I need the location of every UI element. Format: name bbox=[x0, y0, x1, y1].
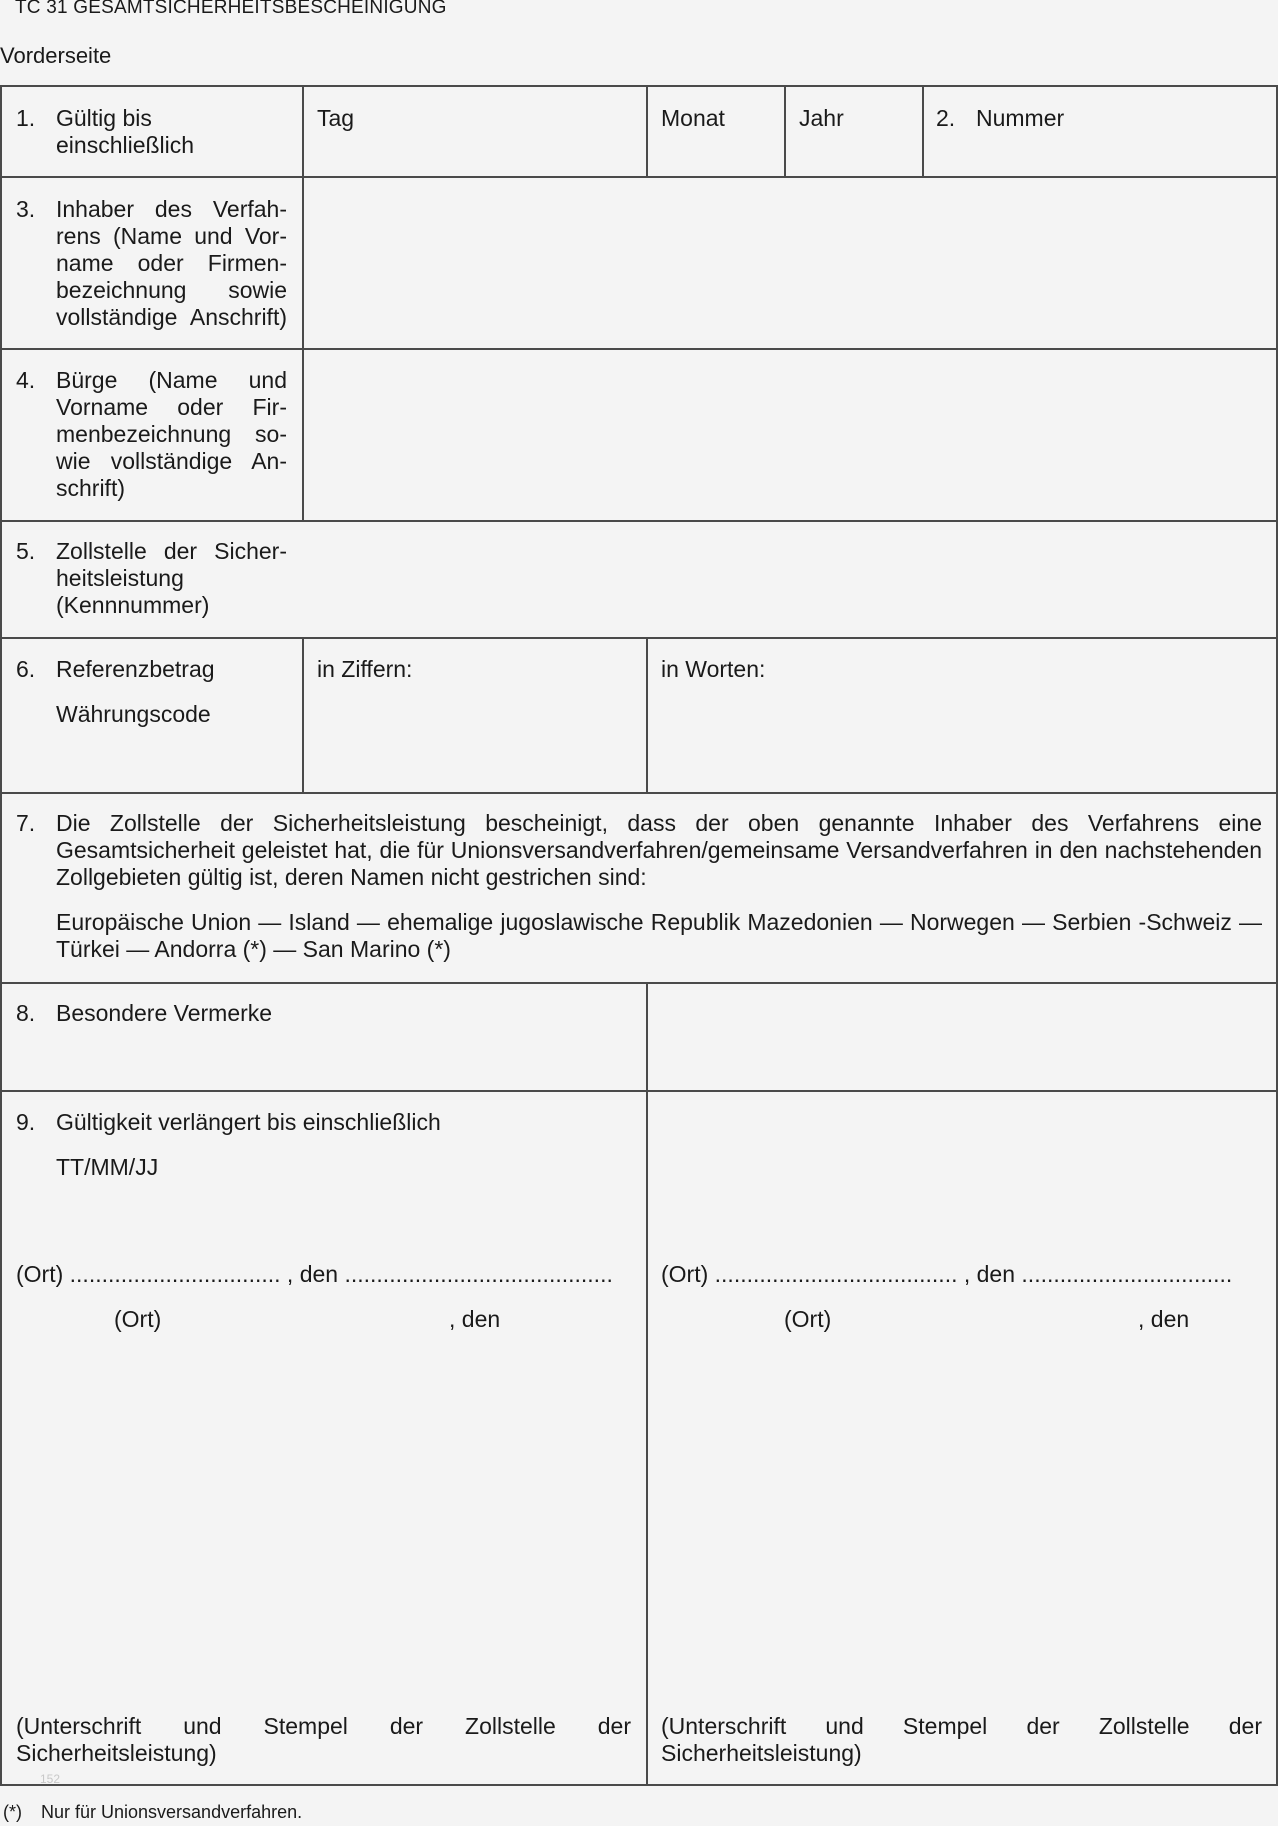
footnote bbox=[3, 1802, 302, 1823]
right-signature-caption: (Unterschrift und Stempel der Zollstelle der Sicherheitsleistung) bbox=[661, 1713, 1262, 1766]
field-6-number: 6. bbox=[16, 656, 36, 682]
extended-validity-label: Gültigkeit verlängert bis einschließlich bbox=[56, 1109, 441, 1135]
special-remarks-label: Besondere Vermerke bbox=[56, 1000, 273, 1026]
right-signature-area[interactable] bbox=[648, 1340, 1274, 1710]
left-signature-caption: (Unterschrift und Stempel der Zollstelle der Sicherheitsleistung) bbox=[16, 1713, 631, 1766]
field-8-number: 8. bbox=[16, 1000, 36, 1026]
left-date-label: , den bbox=[449, 1306, 501, 1332]
field-3-number: 3. bbox=[16, 196, 36, 222]
page-side-label: Vorderseite bbox=[0, 43, 112, 68]
valid-until-label: Gültig bis einschließlich bbox=[56, 105, 195, 158]
holder-input-area[interactable] bbox=[304, 178, 1274, 346]
office-input-area[interactable] bbox=[304, 522, 1274, 635]
office-of-guarantee-label: Zollstelle der Sicher- heitsleistung (Kennnummer) bbox=[56, 538, 287, 618]
right-place-date-line: (Ort) ...................................... , den ................................. bbox=[661, 1261, 1233, 1287]
footnote-text: Nur für Unionsversandverfahren. bbox=[41, 1802, 303, 1822]
certificate-number-field[interactable]: Nummer bbox=[976, 105, 1065, 131]
field-7-number: 7. bbox=[16, 810, 36, 836]
territories-text: Europäische Union — Island — ehemalige jugoslawische Republik Mazedonien — Norwegen — Serbien -Schweiz — Türkei — Andorra (*) — San Marino (*) bbox=[56, 909, 1262, 962]
field-5-number: 5. bbox=[16, 538, 36, 564]
left-signature-area[interactable] bbox=[2, 1340, 644, 1710]
year-field[interactable]: Jahr bbox=[799, 105, 844, 131]
right-place-label: (Ort) bbox=[784, 1306, 832, 1332]
amount-in-words-field[interactable]: in Worten: bbox=[661, 656, 766, 682]
special-remarks-input-area[interactable] bbox=[648, 984, 1274, 1088]
footnote-mark: (*) bbox=[3, 1802, 22, 1822]
holder-label: Inhaber des Verfah- rens (Name und Vor- name oder Firmen- bezeichnung sowie vollständige Anschrift) bbox=[56, 196, 287, 330]
faint-page-mark: 152 bbox=[40, 1772, 61, 1786]
date-format-label: TT/MM/JJ bbox=[56, 1154, 159, 1180]
day-field[interactable]: Tag bbox=[317, 105, 355, 131]
month-field[interactable]: Monat bbox=[661, 105, 725, 131]
currency-code-label: Währungscode bbox=[56, 701, 211, 727]
left-place-label: (Ort) bbox=[114, 1306, 162, 1332]
left-place-date-line: (Ort) ................................. , den .......................................... bbox=[16, 1261, 613, 1287]
field-2-number: 2. bbox=[936, 105, 956, 131]
right-date-label: , den bbox=[1138, 1306, 1190, 1332]
field-1-number: 1. bbox=[16, 105, 36, 131]
certification-text: Die Zollstelle der Sicherheitsleistung bescheinigt, dass der oben genannte Inhaber des Verfahrens eine Gesamtsicherheit geleistet hat, die für Unionsversandverfahren/gemeinsame Versandverfahren in den nachstehenden Zollgebieten gültig ist, deren Namen nicht gestrichen sind: bbox=[56, 810, 1262, 890]
amount-in-figures-field[interactable]: in Ziffern: bbox=[317, 656, 413, 682]
reference-amount-label: Referenzbetrag bbox=[56, 656, 215, 682]
field-4-number: 4. bbox=[16, 367, 36, 393]
guarantor-input-area[interactable] bbox=[304, 350, 1274, 518]
field-9-number: 9. bbox=[16, 1109, 36, 1135]
guarantor-label: Bürge (Name und Vorname oder Fir- menbezeichnung so- wie vollständige An- schrift) bbox=[56, 367, 287, 501]
document-title: TC 31 GESAMTSICHERHEITSBESCHEINIGUNG bbox=[15, 0, 447, 18]
